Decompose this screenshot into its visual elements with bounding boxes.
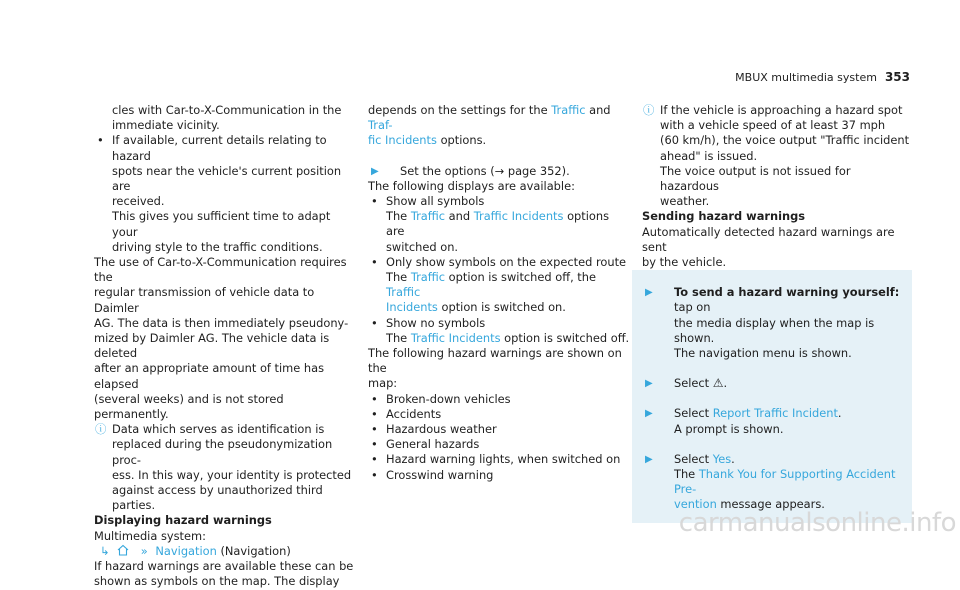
traffic-incidents-option: Traffic [386, 285, 421, 300]
hazard-item: Hazard warning lights, when switched on [386, 452, 621, 467]
body-text [368, 133, 630, 148]
note-text: replaced during the pseudonymization proc- [112, 437, 333, 467]
hazard-report-icon: ⚠ [712, 376, 724, 391]
list-item [368, 468, 630, 483]
column-2 [368, 103, 630, 483]
text-run: . [731, 451, 735, 466]
traffic-incidents-option: Traffic Incidents [473, 209, 564, 224]
text-run: The [674, 467, 696, 482]
list-item-text: Only show symbols on the expected route [386, 254, 627, 269]
body-text: The following displays are available: [368, 178, 575, 193]
path-suffix: (Navigation) [220, 543, 291, 558]
note-text: If the vehicle is approaching a hazard spot [660, 103, 903, 117]
info-note [642, 103, 912, 209]
message-name: Thank You for Supporting Accident Pre- [674, 467, 896, 497]
menu-path [94, 544, 356, 559]
traffic-option: Traffic [551, 103, 586, 117]
traffic-incidents-option: Incidents [386, 300, 438, 315]
step-arrow-icon: ▶ [645, 453, 653, 465]
intro-line: cles with Car-to-X-Communication in the [112, 103, 342, 117]
note-text: (60 km/h), the voice output "Traffic incident [660, 133, 910, 148]
body-text: map: [368, 376, 398, 391]
bullet-icon: • [371, 467, 378, 482]
step-arrow-icon: ▶ [645, 408, 653, 420]
text-run: option is switched on. [441, 300, 566, 315]
text-run: message appears. [720, 497, 825, 512]
body-text: If hazard warnings are available these can be [94, 559, 354, 574]
hazard-item: Broken-down vehicles [386, 391, 511, 406]
step-text: A prompt is shown. [674, 421, 784, 436]
body-text: mized by Daimler AG. The vehicle data is deleted [94, 331, 330, 361]
body-text: shown as symbols on the map. The display [94, 574, 340, 589]
text-run: . [837, 406, 842, 421]
manual-title: MBUX multimedia system [735, 71, 877, 84]
step-text: The navigation menu is shown. [674, 346, 852, 361]
text-run: options are [386, 209, 610, 239]
bullet-icon: • [371, 194, 378, 209]
path-arrow-icon: ↳ [100, 543, 110, 558]
list-item-text: If available, current details relating to hazard [112, 133, 327, 163]
text-run: . [723, 376, 728, 391]
hazard-item: Crosswind warning [386, 467, 494, 482]
step-arrow-icon: ▶ [645, 378, 653, 390]
step [642, 406, 906, 436]
column-1 [94, 103, 356, 590]
note-text: weather. [660, 194, 710, 209]
text-run: Select [674, 406, 710, 421]
list-item-text: received. [112, 194, 165, 209]
body-text: (several weeks) and is not stored permanently. [94, 391, 284, 422]
list-item [368, 392, 630, 407]
text-run: The [386, 330, 408, 345]
note-text: Data which serves as identification is [112, 422, 325, 437]
body-text: regular transmission of vehicle data to Daimler [94, 285, 315, 315]
info-note [94, 422, 356, 513]
page-reference: page 352). [507, 163, 570, 178]
list-item-text: This gives you sufficient time to adapt your [112, 209, 331, 239]
step [642, 452, 906, 513]
text-run: tap on [674, 300, 711, 315]
traffic-option: Traffic [410, 270, 446, 285]
step-arrow-icon: ▶ [371, 165, 379, 177]
intro-line: immediate vicinity. [112, 118, 220, 133]
list-item-text: driving style to the traffic conditions. [112, 239, 323, 254]
step [642, 285, 906, 361]
message-name: vention [674, 497, 717, 512]
body-text: by the vehicle. [642, 255, 727, 270]
traffic-incidents-option: Traf- [368, 118, 393, 133]
body-text: The following hazard warnings are shown on the [368, 346, 622, 376]
list-item [368, 255, 630, 316]
page-number: 353 [884, 70, 910, 84]
text-run: and [589, 103, 611, 117]
info-icon: ⓘ [643, 103, 655, 117]
list-item [368, 407, 630, 422]
hazard-item: General hazards [386, 437, 480, 452]
body-text: The use of Car-to-X-Communication requires the [94, 255, 347, 285]
step-arrow-icon: ▶ [645, 287, 653, 299]
list-item-text: Show all symbols [386, 194, 485, 209]
yes-option: Yes [712, 451, 732, 466]
page-header [690, 70, 910, 85]
step-title: To send a hazard warning yourself: [674, 285, 900, 300]
traffic-option: Traffic [410, 209, 446, 224]
step [368, 164, 630, 179]
bullet-icon: • [371, 315, 378, 330]
list-item-text: spots near the vehicle's current position are [112, 163, 342, 194]
report-traffic-incident-option: Report Traffic Incident [712, 406, 838, 421]
text-run: The [386, 270, 408, 285]
hazard-item: Hazardous weather [386, 422, 497, 437]
note-text: ahead" is issued. [660, 148, 758, 163]
navigation-link[interactable]: Navigation [155, 543, 217, 558]
note-text: against access by unauthorized third parties. [112, 483, 323, 513]
body-text [368, 103, 630, 133]
info-icon: ⓘ [95, 422, 107, 437]
text-run: depends on the settings for the [368, 103, 548, 117]
list-item [368, 437, 630, 452]
text-run: and [448, 209, 471, 224]
page-ref-arrow-icon: → [494, 163, 505, 178]
note-text: with a vehicle speed of at least 37 mph [660, 118, 886, 133]
step [642, 376, 906, 391]
text-run: Select [674, 376, 710, 391]
traffic-incidents-option: Traffic Incidents [410, 330, 501, 345]
bullet-icon: • [371, 391, 378, 406]
body-text: after an appropriate amount of time has elapsed [94, 361, 325, 391]
bullet-icon: • [371, 254, 378, 269]
traffic-incidents-option: fic Incidents [368, 133, 437, 148]
section-heading: Displaying hazard warnings [94, 513, 272, 528]
bullet-icon: • [371, 437, 378, 452]
list-item [368, 316, 630, 346]
body-text: AG. The data is then immediately pseudony- [94, 315, 349, 330]
note-text: ess. In this way, your identity is protected [112, 467, 352, 482]
body-text: Automatically detected hazard warnings are sent [642, 224, 895, 254]
column-3 [642, 103, 912, 523]
bullet-icon: • [97, 133, 104, 148]
step-text: the media display when the map is shown. [674, 315, 875, 345]
text-run: option is switched off. [504, 330, 630, 345]
bullet-icon: • [371, 452, 378, 467]
body-text: Multimedia system: [94, 528, 206, 543]
list-item-text: Show no symbols [386, 315, 486, 330]
watermark: carmanualsonline.info [678, 507, 956, 538]
text-run: Select [674, 451, 710, 466]
section-heading: Sending hazard warnings [642, 209, 806, 224]
text-run: options. [440, 133, 487, 148]
text-run: The [386, 209, 408, 224]
list-item-text: switched on. [386, 239, 459, 254]
list-item [368, 194, 630, 255]
hazard-item: Accidents [386, 406, 442, 421]
list-item [94, 133, 356, 255]
text-run: option is switched off, the [448, 270, 597, 285]
bullet-icon: • [371, 422, 378, 437]
list-item [368, 452, 630, 467]
path-separator-icon: » [140, 543, 148, 558]
bullet-icon: • [371, 406, 378, 421]
home-icon [117, 544, 129, 556]
note-text: The voice output is not issued for hazardous [660, 163, 851, 194]
procedure-box [632, 270, 912, 522]
list-item [368, 422, 630, 437]
text-run: Set the options ( [400, 163, 495, 178]
